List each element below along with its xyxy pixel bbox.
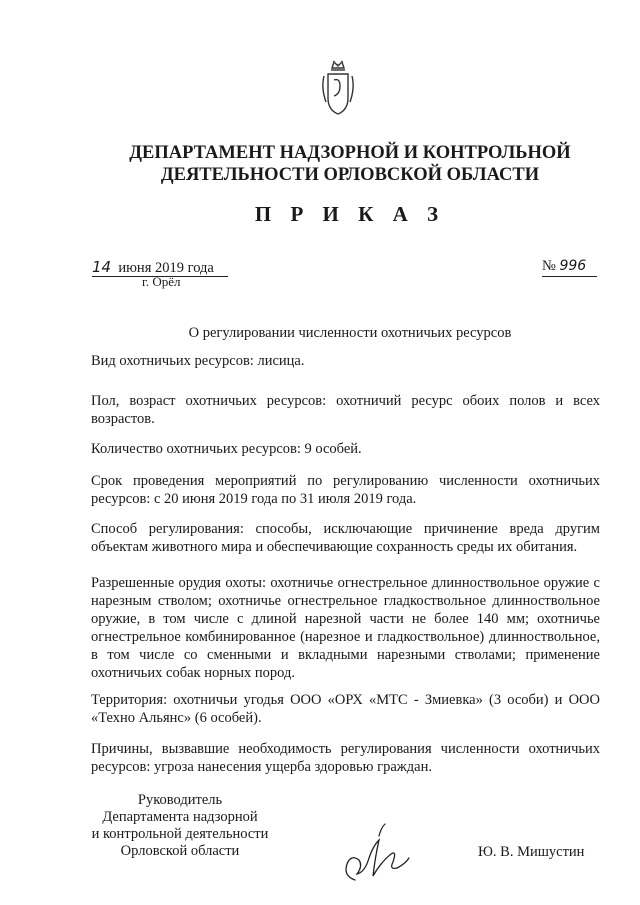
- department-title-line-1: ДЕПАРТАМЕНТ НАДЗОРНОЙ И КОНТРОЛЬНОЙ: [129, 143, 571, 163]
- handwritten-signature: [335, 818, 413, 898]
- position-line-1: Руководитель: [137, 792, 223, 808]
- signatory-name: Ю. В. Мишустин: [478, 844, 585, 860]
- paragraph-period: Срок проведения мероприятий по регулированию численности охотничьих ресурсов: с 20 июня 2019 года по 31 июля 2019 года.: [91, 473, 600, 507]
- paragraph-method: Способ регулирования: способы, исключающие причинение вреда другим объектам животного мира и обеспечивающие сохранность среды их обитания.: [91, 521, 600, 555]
- order-number: [542, 258, 586, 275]
- paragraph-quantity: Количество охотничьих ресурсов: 9 особей.: [91, 441, 362, 457]
- number-underline: [542, 276, 597, 277]
- order-number-prefix: №: [542, 258, 556, 274]
- paragraph-species: Вид охотничьих ресурсов: лисица.: [91, 353, 305, 369]
- department-title: [100, 142, 600, 186]
- order-city: г. Орёл: [142, 274, 181, 289]
- paragraph-reasons: Причины, вызвавшие необходимость регулирования численности охотничьих ресурсов: угроза нанесения ущерба здоровью граждан.: [91, 741, 600, 775]
- order-month-year: июня 2019 года: [118, 260, 214, 276]
- paragraph-sex-age: Пол, возраст охотничьих ресурсов: охотничий ресурс обоих полов и всех возрастов.: [91, 393, 600, 427]
- paragraph-weapons: Разрешенные орудия охоты: охотничье огнестрельное длинноствольное оружие с нарезным стволом; охотничье огнестрельное гладкоствольное длинноствольное оружие, в том числе с длиной нарезной части не более 140 мм; охотничье огнестрельное комбинированное (нарезное и гладкоствольное) длинноствольное, в том числе со сменными и вкладными нарезными стволами; применение охотничьих собак норных пород.: [91, 575, 600, 681]
- order-subject: О регулировании численности охотничьих ресурсов: [188, 325, 512, 341]
- paragraph-territory: Территория: охотничьи угодья ООО «ОРХ «МТС - Змиевка» (3 особи) и ООО «Техно Альянс» (6 особей).: [91, 692, 600, 726]
- order-number-value: 996: [559, 258, 587, 274]
- position-line-3: и контрольной деятельности: [91, 826, 269, 842]
- signatory-position: [80, 792, 280, 860]
- order-day: 14: [92, 258, 112, 276]
- position-line-4: Орловской области: [120, 843, 240, 859]
- document-type: П Р И К А З: [254, 202, 446, 226]
- coat-of-arms-icon: [318, 58, 358, 120]
- department-title-line-2: ДЕЯТЕЛЬНОСТИ ОРЛОВСКОЙ ОБЛАСТИ: [160, 165, 540, 185]
- position-line-2: Департамента надзорной: [102, 809, 258, 825]
